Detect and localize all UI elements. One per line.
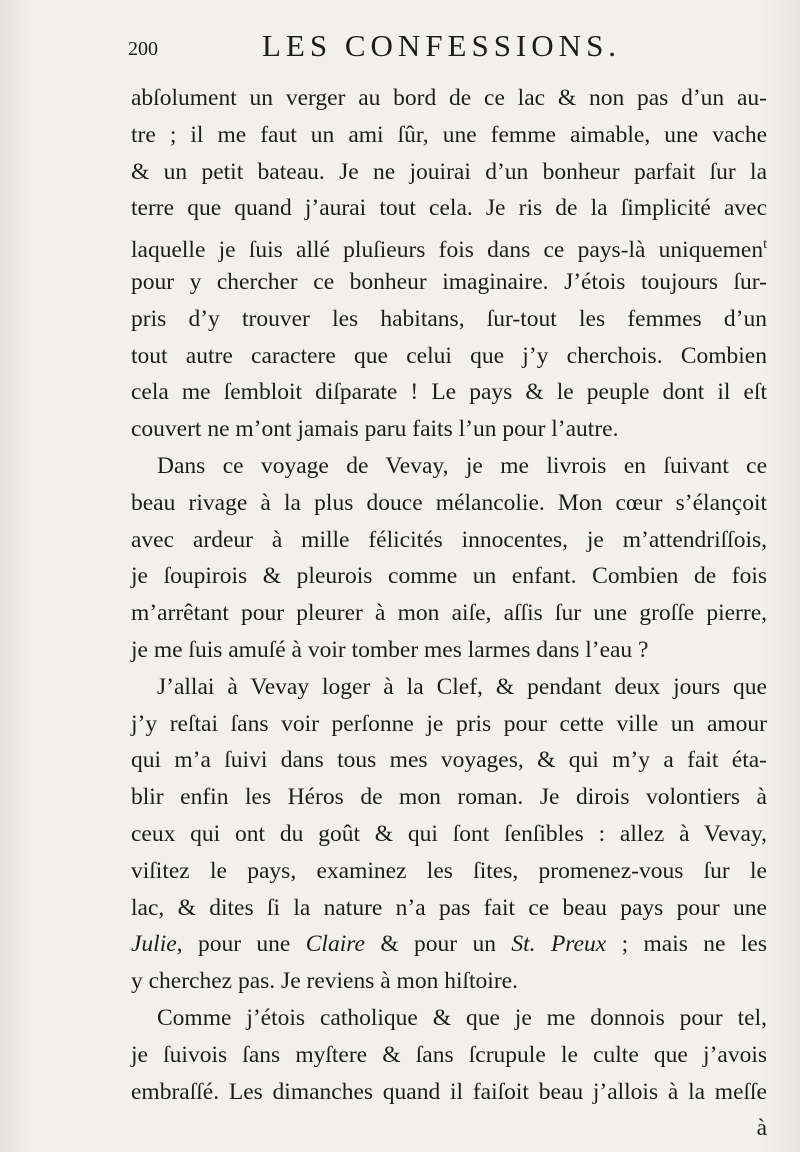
- text-line: abſolument un verger au bord de ce lac & non pas d’un au-: [131, 85, 767, 111]
- text-line: cela me ſembloit diſparate ! Le pays & le peuple dont il eſt: [131, 379, 767, 406]
- text-line: tout autre caractere que celui que j’y cherchois. Combien: [131, 342, 767, 369]
- paragraph-first-line: Comme j’étois catholique & que je me donnois pour tel,: [157, 1004, 767, 1031]
- page-header: [128, 28, 768, 68]
- body-text: [131, 80, 767, 1147]
- text-line: je ſuivois ſans myſtere & ſans ſcrupule le culte que j’avois: [131, 1041, 767, 1068]
- text-line: avec ardeur à mille félicités innocentes, je m’attendriſſois,: [131, 526, 767, 553]
- text-line: je me ſuis amuſé à voir tomber mes larmes dans l’eau ?: [131, 636, 649, 663]
- text-line: viſitez le pays, examinez les ſites, promenez-vous ſur le: [131, 857, 767, 884]
- text-line: [131, 227, 767, 264]
- catchword: à: [756, 1115, 767, 1142]
- raised-letter: t: [763, 237, 767, 253]
- text-line: ceux qui ont du goût & qui ſont ſenſibles : allez à Vevay,: [131, 820, 767, 847]
- text-line: pris d’y trouver les habitans, ſur-tout les femmes d’un: [131, 305, 767, 332]
- text-line: tre ; il me faut un ami ſûr, une femme aimable, une vache: [131, 121, 767, 148]
- text-line: je ſoupirois & pleurois comme un enfant. Combien de fois: [131, 563, 767, 590]
- text-line: & un petit bateau. Je ne jouirai d’un bonheur parfait ſur la: [131, 158, 767, 185]
- page-number: 200: [128, 38, 158, 60]
- text-line: pour y chercher ce bonheur imaginaire. J’étois toujours ſur-: [131, 268, 767, 295]
- italic-name: St. Preux: [511, 931, 607, 958]
- text-line: y cherchez pas. Je reviens à mon hiſtoire.: [131, 968, 518, 995]
- text-line: j’y reſtai ſans voir perſonne je pris pour cette ville un amour: [131, 710, 767, 737]
- text-line: terre que quand j’aurai tout cela. Je ris de la ſimplicité avec: [131, 195, 767, 222]
- text-line: couvert ne m’ont jamais paru faits l’un pour l’autre.: [131, 416, 619, 443]
- text-line-main: laquelle je ſuis allé pluſieurs fois dans ce pays-là uniquemen: [131, 237, 764, 264]
- text-line: Julie, pour une Claire & pour un St. Preux ; mais ne les: [131, 931, 767, 958]
- paragraph-first-line: J’allai à Vevay loger à la Clef, & pendant deux jours que: [157, 673, 767, 700]
- running-title: LES CONFESSIONS.: [262, 28, 622, 63]
- text-line: embraſſé. Les dimanches quand il faiſoit beau j’allois à la meſſe: [131, 1078, 767, 1105]
- text-line: m’arrêtant pour pleurer à mon aiſe, aſſis ſur une groſſe pierre,: [131, 600, 767, 627]
- paragraph-first-line: Dans ce voyage de Vevay, je me livrois en ſuivant ce: [157, 452, 767, 479]
- italic-name: Julie: [131, 931, 177, 958]
- italic-name: Claire: [305, 931, 365, 958]
- text-line: beau rivage à la plus douce mélancolie. Mon cœur s’élançoit: [131, 489, 767, 516]
- text-line: blir enfin les Héros de mon roman. Je dirois volontiers à: [131, 784, 767, 811]
- text-line: lac, & dites ſi la nature n’a pas fait ce beau pays pour une: [131, 894, 767, 921]
- text-line: qui m’a ſuivi dans tous mes voyages, & qui m’y a fait éta-: [131, 747, 767, 774]
